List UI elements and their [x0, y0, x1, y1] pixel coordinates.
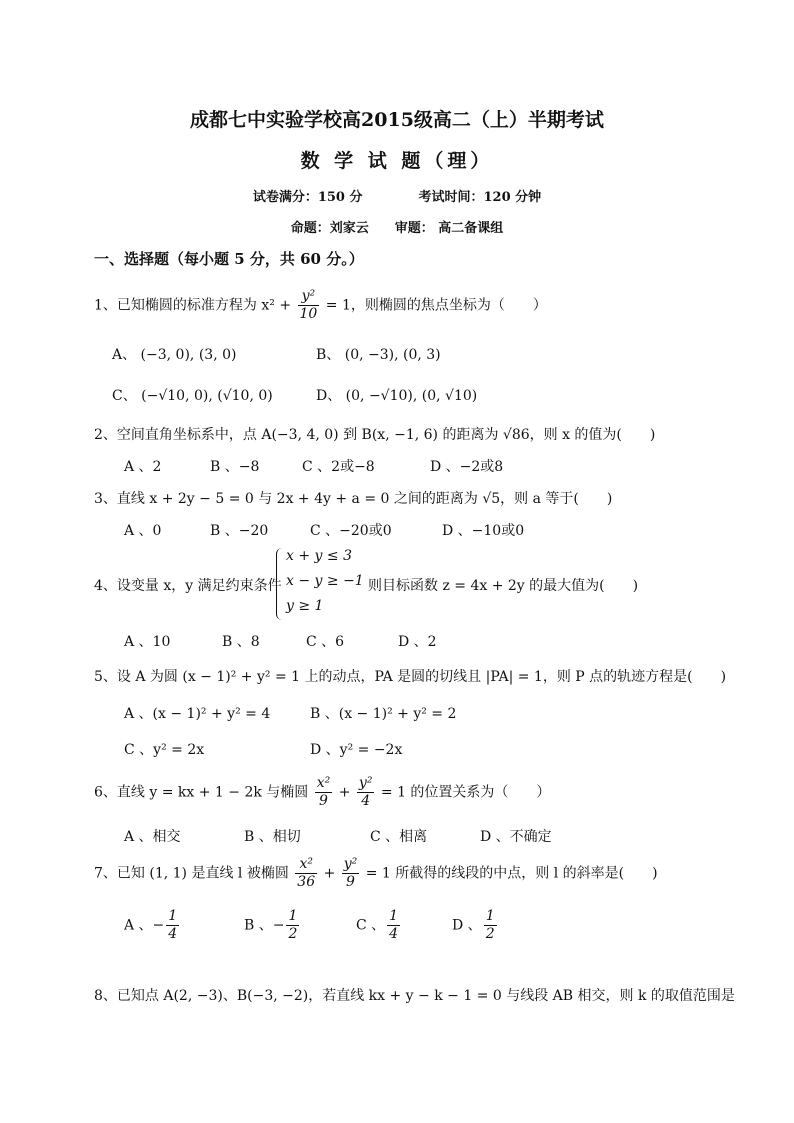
q7-plus: + — [323, 865, 336, 882]
q7-option-b-frac — [286, 908, 299, 943]
author-info: 命题：刘家云 — [290, 221, 369, 236]
q7-option-b — [244, 908, 301, 943]
q6-frac2-den: 4 — [361, 793, 371, 809]
q7-a-den: 4 — [168, 926, 178, 942]
q5-option-b: B 、(x − 1)² + y² = 2 — [310, 706, 457, 722]
reviewer-info: 审题： 高二备课组 — [394, 221, 504, 236]
question-2: 2、空间直角坐标系中，点 A(−3, 4, 0) 到 B(x, −1, 6) 的距离为 √86，则 x 的值为( ) — [94, 427, 656, 443]
q7-prefix: 7、已知 (1, 1) 是直线 l 被椭圆 — [94, 865, 289, 882]
constraint-system — [276, 548, 366, 620]
q7-option-a-label: A 、− — [124, 917, 165, 934]
q7-frac2-den: 9 — [346, 874, 355, 890]
q7-option-c-label: C 、 — [356, 917, 386, 934]
q6-frac2-num: y² — [358, 775, 373, 791]
q7-option-b-label: B 、− — [244, 917, 285, 934]
q1-frac-num: y² — [298, 288, 320, 306]
q4-option-d: D 、2 — [398, 634, 437, 650]
q1-option-d: D、 (0, −√10), (0, √10) — [316, 388, 478, 404]
q5-option-c: C 、y² = 2x — [124, 742, 205, 758]
q1-frac-den: 10 — [299, 306, 318, 322]
q2-option-b: B 、−8 — [210, 459, 260, 475]
q7-frac1-den: 36 — [297, 874, 316, 890]
q7-d-den: 2 — [485, 926, 495, 942]
q3-option-c: C 、−20或0 — [310, 523, 392, 539]
exam-info-line — [0, 186, 794, 205]
q1-prefix: 1、已知椭圆的标准方程为 x² + — [94, 297, 292, 314]
question-4-prefix: 4、设变量 x，y 满足约束条件 — [94, 578, 282, 594]
q7-option-a-frac — [166, 908, 179, 943]
q7-option-d-label: D 、 — [452, 917, 482, 934]
q1-option-b: B、 (0, −3), (0, 3) — [316, 347, 441, 363]
q7-option-d — [452, 908, 499, 943]
exam-title: 成都七中实验学校高2015级高二（上）半期考试 — [190, 109, 604, 131]
q7-a-num: 1 — [168, 908, 178, 924]
q6-option-c: C 、相离 — [370, 829, 428, 845]
q1-option-a: A、 (−3, 0), (3, 0) — [112, 347, 237, 363]
q6-frac1-den: 9 — [319, 793, 328, 809]
q1-option-c: C、 (−√10, 0), (√10, 0) — [112, 388, 273, 404]
score-info: 试卷满分：150 分 — [252, 190, 363, 205]
left-brace — [276, 548, 285, 620]
q6-suffix: = 1 的位置关系为（ ） — [380, 784, 551, 801]
q3-option-a: A 、0 — [124, 523, 162, 539]
time-info: 考试时间：120 分钟 — [418, 190, 542, 205]
question-1 — [94, 288, 547, 323]
q7-d-num: 1 — [485, 908, 495, 924]
author-line — [0, 217, 794, 236]
q3-option-d: D 、−10或0 — [442, 523, 525, 539]
q7-option-a — [124, 908, 181, 943]
q7-c-num: 1 — [389, 908, 399, 924]
q5-option-a: A 、(x − 1)² + y² = 4 — [124, 706, 271, 722]
q2-option-d: D 、−2或8 — [430, 459, 504, 475]
q7-option-c-frac — [387, 908, 400, 943]
q6-option-d: D 、不确定 — [480, 829, 552, 845]
question-7 — [94, 856, 658, 891]
q7-fraction-1 — [295, 856, 317, 891]
q2-option-a: A 、2 — [124, 459, 162, 475]
q4-option-c: C 、6 — [306, 634, 345, 650]
constraint-1: x + y ≤ 3 — [286, 548, 352, 564]
q6-frac1-num: x² — [316, 775, 331, 791]
q1-suffix: = 1，则椭圆的焦点坐标为（ ） — [325, 297, 547, 314]
q5-option-d: D 、y² = −2x — [310, 742, 403, 758]
question-8: 8、已知点 A(2, −3)、B(−3, −2)，若直线 kx + y − k − 1 = 0 与线段 AB 相交，则 k 的取值范围是 — [94, 988, 735, 1004]
question-5: 5、设 A 为圆 (x − 1)² + y² = 1 上的动点，PA 是圆的切线且 |PA| = 1，则 P 点的轨迹方程是( ) — [94, 669, 727, 685]
constraint-3: y ≥ 1 — [286, 598, 324, 614]
q7-b-num: 1 — [288, 908, 298, 924]
q7-option-c — [356, 908, 402, 943]
q4-option-a: A 、10 — [124, 634, 171, 650]
q1-fraction — [298, 288, 320, 323]
q7-c-den: 4 — [389, 926, 399, 942]
q7-option-d-frac — [484, 908, 497, 943]
q2-option-c: C 、2或−8 — [302, 459, 375, 475]
exam-subtitle: 数 学 试 题（理） — [300, 150, 494, 172]
q7-frac1-num: x² — [295, 856, 317, 874]
q7-fraction-2 — [342, 856, 360, 891]
q7-b-den: 2 — [288, 926, 298, 942]
q6-fraction-1 — [315, 775, 333, 810]
q6-prefix: 6、直线 y = kx + 1 − 2k 与椭圆 — [94, 784, 309, 801]
q3-option-b: B 、−20 — [210, 523, 269, 539]
q6-plus: + — [338, 784, 351, 801]
q6-option-b: B 、相切 — [244, 829, 301, 845]
question-3: 3、直线 x + 2y − 5 = 0 与 2x + 4y + a = 0 之间的距离为 √5，则 a 等于( ) — [94, 491, 613, 507]
question-4-suffix: 则目标函数 z = 4x + 2y 的最大值为( ) — [368, 578, 639, 594]
q6-fraction-2 — [357, 775, 375, 810]
constraint-2: x − y ≥ −1 — [286, 573, 364, 589]
q7-suffix: = 1 所截得的线段的中点，则 l 的斜率是( ) — [365, 865, 658, 882]
q6-option-a: A 、相交 — [124, 829, 181, 845]
q4-option-b: B 、8 — [222, 634, 260, 650]
q7-frac2-num: y² — [343, 856, 358, 872]
section-heading: 一、选择题（每小题 5 分，共 60 分。） — [94, 250, 364, 268]
question-6 — [94, 775, 550, 810]
